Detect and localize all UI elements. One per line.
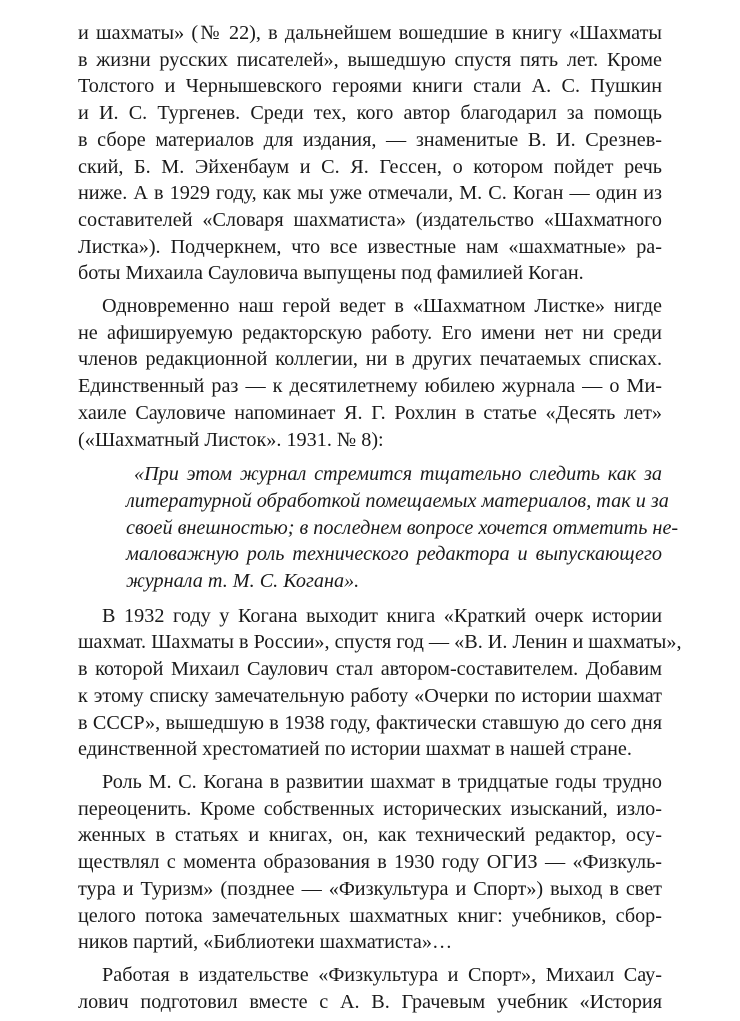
quote-line: «При этом журнал стремится тщательно следить как за	[134, 463, 662, 486]
text-line: Толстого и Чернышевского героями книги стали А. С. Пушкин	[78, 75, 662, 98]
paragraph-3	[78, 603, 682, 763]
text-line: к этому списку замечательную работу «Очерки по истории шахмат	[78, 684, 662, 707]
paragraph-4	[78, 769, 662, 956]
text-line: тура и Туризм» (позднее — «Физкультура и Спорт») выход в свет	[78, 877, 662, 900]
text-line: шахмат. Шахматы в России», спустя год — «В. И. Ленин и шахматы»,	[78, 631, 682, 654]
text-line: Одновременно наш герой ведет в «Шахматном Листке» нигде	[102, 295, 662, 318]
text-line: членов редакционной коллегии, ни в других печатаемых списках.	[78, 348, 662, 371]
text-line: ский, Б. М. Эйхенбаум и С. Я. Гессен, о котором пойдет речь	[78, 155, 662, 178]
text-line: составителей «Словаря шахматиста» (издательство «Шахматного	[78, 208, 662, 231]
quote-line: литературной обработкой помещаемых материалов, так и за	[126, 489, 669, 512]
text-line: и шахматы» (№ 22), в дальнейшем вошедшие в книгу «Шахматы	[78, 22, 662, 44]
text-line: не афишируемую редакторскую работу. Его имени нет ни среди	[78, 321, 662, 344]
paragraph-5	[78, 962, 662, 1015]
text-line: в СССР», вышедшую в 1938 году, фактически ставшую до сего дня	[78, 711, 662, 734]
text-line: в которой Михаил Саулович стал автором-составителем. Добавим	[78, 658, 662, 681]
text-line: боты Михаила Сауловича выпущены под фамилией Коган.	[78, 262, 584, 285]
text-line: в сборе материалов для издания, — знаменитые В. И. Срезнев-	[78, 128, 662, 151]
quote-line: маловажную роль технического редактора и выпускающего	[126, 543, 662, 566]
text-line: («Шахматный Листок». 1931. № 8):	[78, 428, 384, 451]
text-line: переоценить. Кроме собственных исторических изысканий, изло-	[78, 797, 662, 820]
text-line: Роль М. С. Когана в развитии шахмат в тридцатые годы трудно	[102, 770, 662, 793]
text-line: Единственный раз — к десятилетнему юбилею журнала — о Ми-	[78, 375, 662, 398]
text-line: и И. С. Тургенев. Среди тех, кого автор благодарил за помощь	[78, 102, 662, 125]
text-line: Листка»). Подчеркнем, что все известные нам «шахматные» ра-	[78, 235, 662, 258]
text-line: ников партий, «Библиотеки шахматиста»…	[78, 931, 453, 954]
document-page	[78, 20, 682, 1021]
text-line: женных в статьях и книгах, он, как технический редактор, осу-	[78, 824, 662, 847]
text-line: в жизни русских писателей», вышедшую спустя пять лет. Кроме	[78, 48, 662, 71]
text-line: В 1932 году у Когана выходит книга «Краткий очерк истории	[102, 604, 662, 627]
paragraph-2	[78, 293, 662, 453]
quote-line: своей внешностью; в последнем вопросе хочется отметить не-	[126, 516, 679, 539]
paragraph-1	[78, 20, 662, 287]
text-line: хаиле Сауловиче напоминает Я. Г. Рохлин в статье «Десять лет»	[78, 401, 662, 424]
block-quote	[78, 461, 679, 595]
text-line: лович подготовил вместе с А. В. Грачевым учебник «История	[78, 990, 662, 1013]
text-line: ниже. А в 1929 году, как мы уже отмечали, М. С. Коган — один из	[78, 182, 662, 205]
text-line: ществлял с момента образования в 1930 году ОГИЗ — «Физкуль-	[78, 851, 662, 874]
quote-line: журнала т. М. С. Когана».	[126, 570, 360, 593]
text-line: целого потока замечательных шахматных книг: учебников, сбор-	[78, 904, 662, 927]
text-line: Работая в издательстве «Физкультура и Спорт», Михаил Сау-	[102, 963, 662, 986]
text-line: единственной хрестоматией по истории шахмат в нашей стране.	[78, 738, 632, 761]
